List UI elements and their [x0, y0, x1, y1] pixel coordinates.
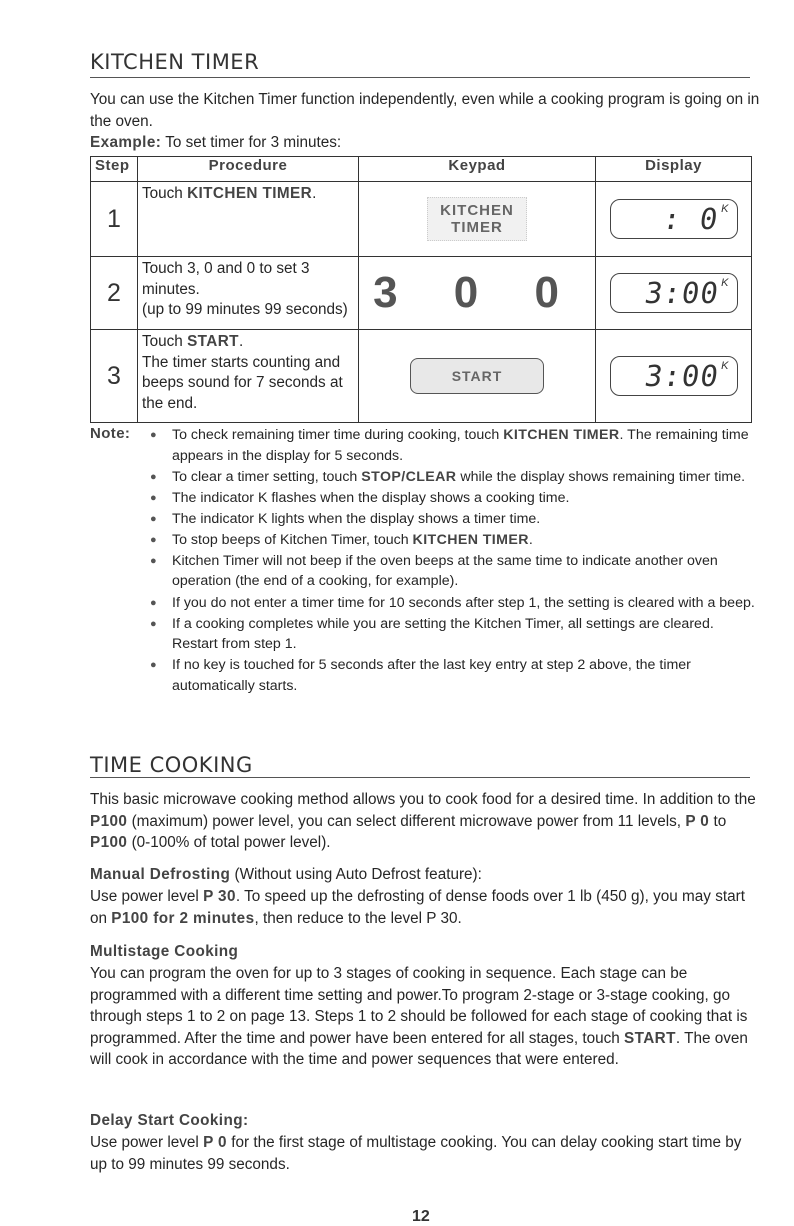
procedure-prefix: Touch	[142, 333, 188, 350]
header-display: Display	[596, 157, 752, 182]
table-row	[91, 257, 752, 330]
bullet-icon: ●	[150, 554, 157, 567]
body-text: You can program the oven for up to 3 stages of cooking in sequence. Each stage can be programmed with a different time setting and power.To program 2-stage or 3-stage cooking, go through steps 1 to 2 on page 13. Steps 1 to 2 should be followed for each stage of cooking that is programmed. After the time and power have been entered for all stages, touch	[90, 965, 748, 1047]
subheading: Delay Start Cooking:	[90, 1112, 249, 1129]
start-button[interactable]: START	[410, 358, 544, 394]
bullet-icon: ●	[150, 429, 157, 441]
lcd-digits: : 0	[660, 202, 721, 236]
procedure-cell	[138, 182, 359, 257]
example-text: To set timer for 3 minutes:	[161, 134, 342, 151]
intro-bold: P100	[90, 834, 128, 851]
note-key-name: KITCHEN TIMER	[503, 427, 620, 443]
multistage-heading	[90, 941, 238, 963]
title-rule	[90, 777, 750, 778]
procedure-suffix: .	[238, 333, 244, 350]
body-bold: P 30	[203, 888, 236, 905]
time-cooking-title: TIME COOKING	[90, 753, 253, 777]
step-number: 2	[91, 257, 138, 330]
procedure-suffix: .	[312, 185, 317, 202]
intro-text: This basic microwave cooking method allows you to cook food for a desired time. In addition to the	[90, 791, 756, 808]
example-label: Example:	[90, 134, 162, 151]
display-cell	[596, 257, 752, 330]
note-key-name: STOP/CLEAR	[361, 468, 457, 485]
page-number: 12	[412, 1208, 430, 1225]
lcd-digits: 3:00	[642, 359, 721, 393]
note-key-name: KITCHEN TIMER	[412, 531, 529, 548]
procedure-prefix: Touch	[142, 185, 188, 202]
list-item	[148, 655, 758, 696]
body-text: . The oven will cook in accordance with the time and power sequences that were entered.	[90, 1029, 748, 1068]
example-line	[90, 132, 760, 154]
header-step: Step	[91, 157, 138, 182]
time-cooking-intro	[90, 789, 760, 854]
intro-text: (maximum) power level, you can select different microwave power from 11 levels,	[127, 812, 686, 830]
kitchen-timer-title: KITCHEN TIMER	[90, 50, 260, 74]
manual-defrosting-text	[90, 886, 760, 929]
bullet-icon: ●	[150, 491, 157, 504]
procedure-key-name: KITCHEN TIMER	[187, 185, 313, 202]
note-text: Kitchen Timer will not beep if the oven beeps at the same time to indicate another oven operation (the end of a cooking, for example).	[172, 552, 718, 590]
keypad-cell	[359, 330, 596, 423]
lcd-display	[610, 199, 738, 239]
bullet-icon: ●	[150, 512, 157, 525]
body-bold: START	[624, 1029, 676, 1047]
procedure-key-name: START	[187, 333, 239, 350]
procedure-cell	[138, 330, 359, 423]
step-number: 3	[91, 330, 138, 423]
lcd-digits: 3:00	[642, 276, 721, 310]
list-item	[148, 593, 758, 614]
body-bold: P 0	[203, 1134, 227, 1151]
note-text: The indicator K flashes when the display shows a cooking time.	[172, 489, 570, 506]
kitchen-timer-key-line1: KITCHEN	[440, 202, 514, 219]
note-text: To clear a timer setting, touch	[172, 468, 362, 485]
delay-start-heading	[90, 1110, 248, 1132]
note-text: If no key is touched for 5 seconds after the last key entry at step 2 above, the timer automatically starts.	[172, 657, 691, 694]
intro-text: (0-100% of total power level).	[127, 834, 331, 851]
body-text: Use power level	[90, 1134, 204, 1151]
subheading-suffix: (Without using Auto Defrost feature):	[230, 866, 482, 883]
number-keys[interactable]: 3 0 0	[373, 268, 581, 317]
note-label: Note:	[90, 425, 131, 442]
bullet-icon: ●	[150, 533, 157, 546]
note-text: If you do not enter a timer time for 10 seconds after step 1, the setting is cleared with a beep.	[172, 594, 755, 611]
kitchen-timer-key-line2: TIMER	[451, 219, 503, 236]
intro-bold: P 0	[685, 812, 710, 830]
list-item	[148, 467, 758, 488]
notes-list	[148, 425, 758, 697]
delay-start-text	[90, 1132, 760, 1175]
list-item	[148, 488, 758, 509]
k-indicator: K	[721, 203, 729, 215]
keypad-cell	[359, 257, 596, 330]
note-text: To stop beeps of Kitchen Timer, touch	[172, 531, 413, 548]
subheading: Multistage Cooking	[90, 943, 239, 960]
body-text: for the first stage of multistage cooking. You can delay cooking start time by up to 99 minutes 99 seconds.	[90, 1134, 742, 1173]
body-text: . To speed up the defrosting of dense foods over 1 lb (450 g), you may start on	[90, 888, 745, 927]
body-text: Use power level	[90, 888, 204, 905]
step-number: 1	[91, 182, 138, 257]
header-procedure: Procedure	[138, 157, 359, 182]
table-header-row	[91, 157, 752, 182]
bullet-icon: ●	[150, 596, 157, 609]
note-text: .	[528, 531, 533, 548]
table-row	[91, 182, 752, 257]
bullet-icon: ●	[150, 470, 157, 483]
kitchen-timer-intro: You can use the Kitchen Timer function independently, even while a cooking program is going on in the oven.	[90, 91, 760, 130]
lcd-display	[610, 356, 738, 396]
multistage-text	[90, 963, 760, 1071]
lcd-display	[610, 273, 738, 313]
note-text: The indicator K lights when the display shows a timer time.	[172, 510, 541, 527]
kitchen-timer-key[interactable]	[427, 197, 527, 241]
kitchen-timer-steps-table	[90, 156, 752, 423]
procedure-cell	[138, 257, 359, 330]
subheading: Manual Defrosting	[90, 866, 231, 883]
bullet-icon: ●	[150, 659, 157, 672]
body-text: , then reduce to the level P 30.	[254, 909, 462, 927]
note-text: If a cooking completes while you are setting the Kitchen Timer, all settings are cleared. Restart from step 1.	[172, 615, 714, 653]
list-item	[148, 551, 758, 592]
keypad-cell	[359, 182, 596, 257]
note-text: while the display shows remaining timer time.	[456, 468, 746, 485]
intro-text: to	[709, 812, 727, 830]
list-item	[148, 425, 758, 466]
display-cell	[596, 330, 752, 423]
list-item	[148, 614, 758, 655]
header-keypad: Keypad	[359, 157, 596, 182]
procedure-note: (up to 99 minutes 99 seconds)	[142, 301, 348, 318]
display-cell	[596, 182, 752, 257]
list-item	[148, 530, 758, 551]
procedure-text: The timer starts counting and beeps sound for 7 seconds at the end.	[142, 353, 343, 412]
intro-bold: P100	[90, 812, 128, 830]
note-text: To check remaining timer time during cooking, touch	[172, 427, 504, 443]
procedure-text: Touch 3, 0 and 0 to set 3 minutes.	[142, 260, 310, 298]
body-bold: P100 for 2 minutes	[111, 909, 255, 927]
bullet-icon: ●	[150, 617, 157, 630]
title-rule	[90, 77, 750, 78]
k-indicator: K	[721, 360, 729, 372]
k-indicator: K	[721, 277, 729, 289]
list-item	[148, 509, 758, 530]
table-row	[91, 330, 752, 423]
manual-defrosting-heading	[90, 864, 482, 886]
note-text: . The remaining time appears in the display for 5 seconds.	[172, 427, 749, 464]
